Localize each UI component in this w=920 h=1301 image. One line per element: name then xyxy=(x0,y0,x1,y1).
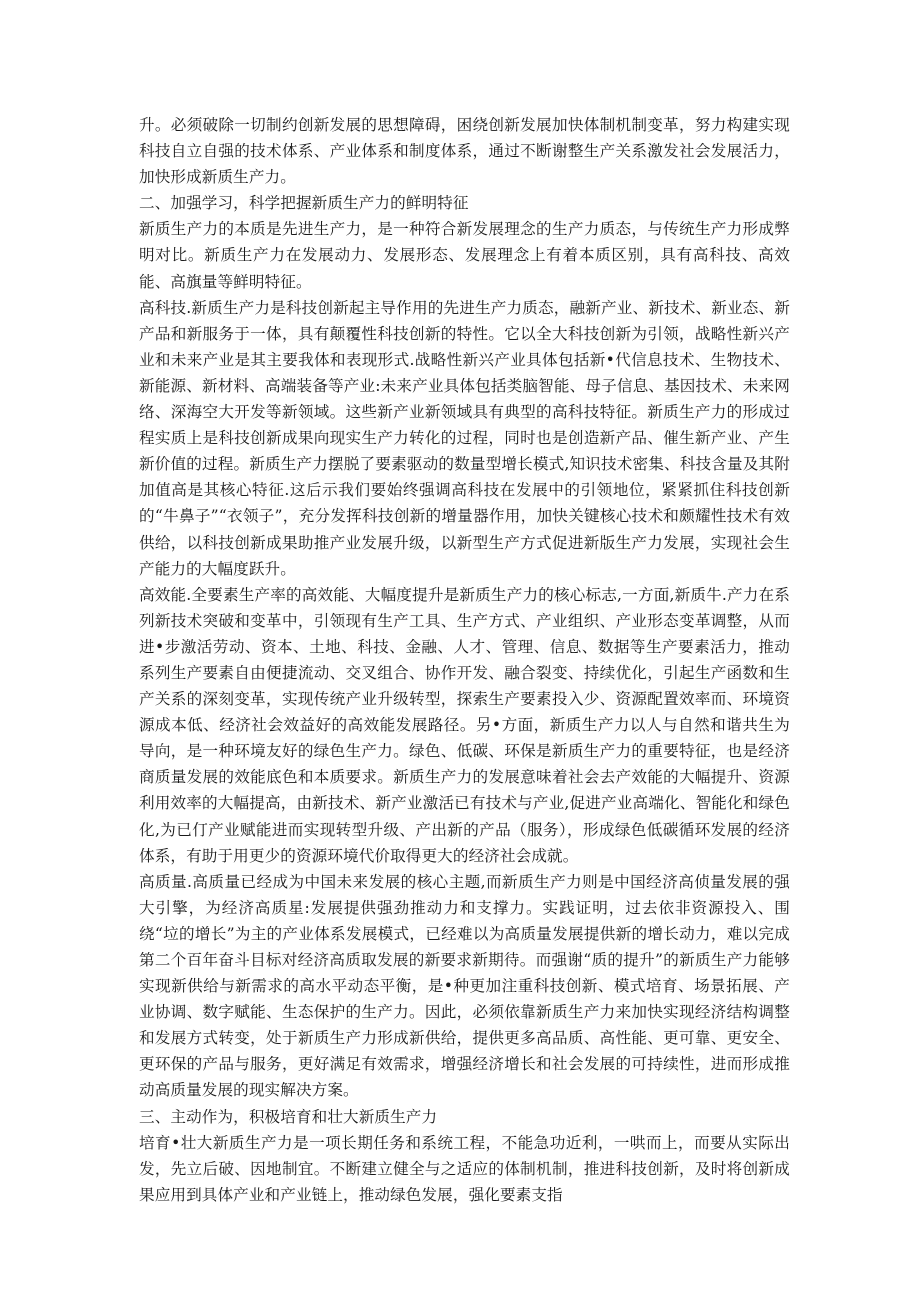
paragraph-continuation: 升。必须破除一切制约创新发展的思想障碍，困绕创新发展加快体制机制变革，努力构建实现科技自立自强的技术体系、产业体系和制度体系，通过不断谢整生产关系激发社会发展活力，加快形成新质生产力。 xyxy=(139,116,790,187)
section-heading-three: 三、主动作为，积极培育和壮大新质生产力 xyxy=(139,1107,438,1126)
section-heading-two: 二、加强学习，科学把握新质生产力的鲜明特征 xyxy=(139,194,469,213)
paragraph-cultivate: 培育•壮大新质生产力是一项长期任务和系统工程，不能急功近利，一哄而上，而要从实际出发，先立后破、因地制宜。不断建立健全与之适应的体制机制，推进科技创新，及时将创新成果应用到具体产业和产业链上，推动绿色发展，强化要素支指 xyxy=(139,1133,790,1204)
paragraph-high-tech: 高科技.新质生产力是科技创新起主导作用的先进生产力质态，融新产业、新技术、新业态、新产品和新服务于一体，具有颠覆性科技创新的特性。它以全大科技创新为引领，战略性新兴产业和未来产业是其主要我体和表现形式.战略性新兴产业具体包括新•代信息技术、生物技术、新能源、新材料、高端装备等产业:未来产业具体包括类脑智能、母子信息、基因技术、未来网络、深海空大开发等新领域。这些新产业新领域具有典型的高科技特征。新质生产力的形成过程实质上是科技创新成果向现实生产力转化的过程，同时也是创造新产品、催生新产业、产生新价值的过程。新质生产力摆脱了要素驱动的数量型增长模式,知识技术密集、科技含量及其附加值高是其核心特征.这后示我们要始终强调高科技在发展中的引领地位，紧紧抓住科技创新的“牛鼻子”“衣领子”，充分发挥科技创新的增量器作用，加快关键核心技术和颇耀性技术有效供给，以科技创新成果助推产业发展升级，以新型生产方式促进新版生产力发展，实现社会生产能力的大幅度跃升。 xyxy=(139,298,790,578)
paragraph-high-efficiency: 高效能.全要素生产率的高效能、大幅度提升是新质生产力的核心标志,一方面,新质牛.产力在系列新技术突破和变革中，引领现有生产工具、生产方式、产业组织、产业形态变革调整，从而进•步激活劳动、资本、土地、科技、金融、人才、管理、信息、数据等生产要素活力，推动系列生产要素自由便捷流动、交叉组合、协作开发、融合裂变、持续优化，引起生产函数和生产关系的深刻变革，实现传统产业升级转型，探索生产要素投入少、资源配置效率而、环境资源成本低、经济社会效益好的高效能发展路径。另•方面，新质生产力以人与自然和谐共生为导向，是一种环境友好的绿色生产力。绿色、低碳、环保是新质生产力的重要特征，也是经济商质量发展的效能底色和本质要求。新质生产力的发展意味着社会去产效能的大幅提升、资源利用效率的大幅提高，由新技术、新产业激活已有技术与产业,促进产业高端化、智能化和绿色化,为已仃产业赋能进而实现转型升级、产出新的产品（服务），形成绿色低碳循环发展的经济体系，有助于用更少的资源环境代价取得更大的经济社会成就。 xyxy=(139,585,790,865)
document-page xyxy=(139,112,790,1208)
paragraph-high-quality: 高质量.高质量已经成为中国未来发展的核心主题,而新质生产力则是中国经济高侦量发展的强大引擎，为经济高质星:发展提供强劲推动力和支撑力。实践证明，过去依非资源投入、围绕“垃的增长”为主的产业体系发展模式，已经难以为高质量发展提供新的增长动力，难以完成第二个百年奋斗目标对经济高质取发展的新要求新期待。而强谢“质的提升”的新质生产力能够实现新供给与新需求的高水平动态平衡，是•种更加注重科技创新、模式培育、场景拓展、产业协调、数字赋能、生态保护的生产力。因此，必须依靠新质生产力来加快实现经济结构调整和发展方式转变，处于新质生产力形成新供给，提供更多高品质、高性能、更可靠、更安全、更环保的产品与服务，更好满足有效需求，增强经济增长和社会发展的可持续性，进而形成推动高质量发展的现实解决方案。 xyxy=(139,872,790,1100)
paragraph-essence: 新质生产力的本质是先进生产力，是一种符合新发展理念的生产力质态，与传统生产力形成弊明对比。新质生产力在发展动力、发展形态、发展理念上有着本质区别，具有高科技、高效能、高旗量等鲜明特征。 xyxy=(139,220,790,291)
